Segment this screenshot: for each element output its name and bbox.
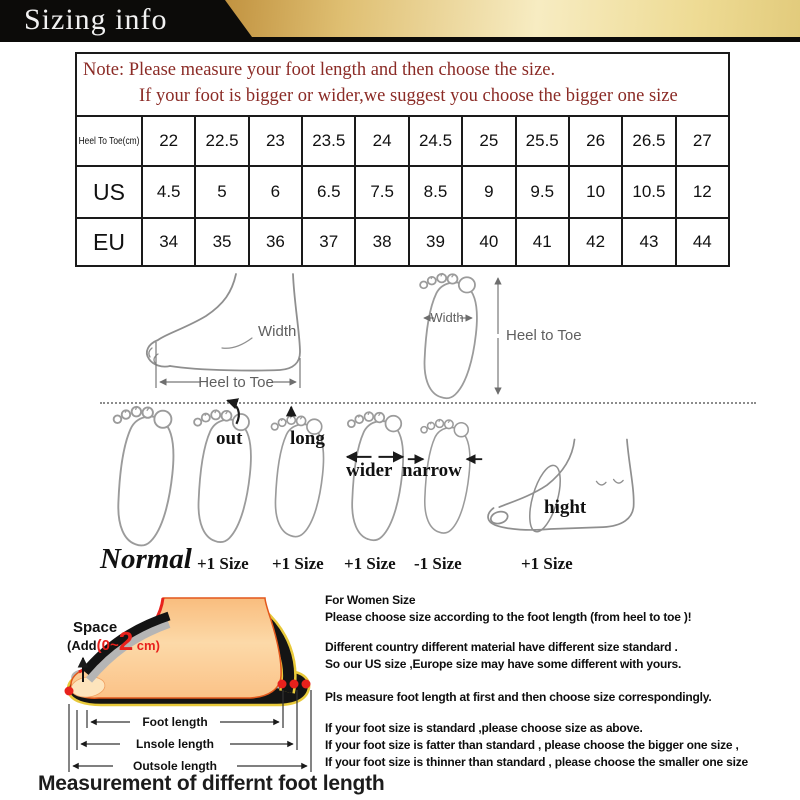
side-width-label: Width [258, 323, 297, 340]
eu-value: 42 [568, 217, 621, 265]
advice-line: Please choose size according to the foot length (from heel to toe )! [325, 610, 692, 624]
us-value: 12 [675, 165, 728, 217]
size-table [75, 52, 730, 267]
size-label-out: +1 Size [197, 554, 249, 573]
us-value: 10 [568, 165, 621, 217]
advice-line: If your foot size is standard ,please choose size as above. [325, 721, 643, 735]
gold-ribbon [215, 0, 800, 37]
side-foot-measure-diagram [140, 272, 340, 400]
eu-value: 37 [301, 217, 354, 265]
dotted-baseline [100, 402, 756, 404]
foot-normal-sketch [104, 406, 182, 548]
cm-value: 24.5 [408, 117, 461, 165]
space-add-label: (Add [67, 638, 97, 653]
cm-value: 26 [568, 117, 621, 165]
eu-value: 43 [621, 217, 674, 265]
cm-value: 25 [461, 117, 514, 165]
size-label-normal: Normal [100, 543, 192, 575]
foot-tag-out: out [216, 428, 243, 449]
outsole-length-label: Outsole length [133, 759, 217, 773]
eu-value: 34 [141, 217, 194, 265]
us-value: 6 [248, 165, 301, 217]
cm-value: 24 [354, 117, 407, 165]
shoe-cross-section-diagram [35, 592, 335, 777]
cm-value: 25.5 [515, 117, 568, 165]
cm-value: 27 [675, 117, 728, 165]
toe-marker-dot [65, 687, 74, 696]
us-value: 8.5 [408, 165, 461, 217]
space-label: Space [73, 619, 118, 636]
us-value: 9 [461, 165, 514, 217]
advice-line: If your foot size is fatter than standard , please choose the bigger one size , [325, 738, 739, 752]
size-note [77, 54, 728, 117]
side-heel-to-toe-label: Heel to Toe [198, 374, 274, 391]
insole-length-label: Lnsole length [136, 737, 214, 751]
cm-value: 22 [141, 117, 194, 165]
eu-value: 40 [461, 217, 514, 265]
size-label-long: +1 Size [272, 554, 324, 573]
space-add-unit: cm) [133, 638, 160, 653]
eu-value: 35 [194, 217, 247, 265]
note-line-2: If your foot is bigger or wider,we suggest you choose the bigger one size [139, 86, 678, 106]
eu-value: 38 [354, 217, 407, 265]
header-bar [0, 0, 800, 42]
cm-value: 23 [248, 117, 301, 165]
foot-hight-sketch [484, 430, 646, 548]
us-value: 6.5 [301, 165, 354, 217]
eu-value: 36 [248, 217, 301, 265]
cm-value: 26.5 [621, 117, 674, 165]
advice-line: Pls measure foot length at first and then choose size correspondingly. [325, 690, 712, 704]
space-add-range-open: (0~ [96, 637, 119, 654]
size-grid [77, 117, 728, 265]
us-value: 9.5 [515, 165, 568, 217]
eu-value: 44 [675, 217, 728, 265]
us-value: 7.5 [354, 165, 407, 217]
eu-value: 39 [408, 217, 461, 265]
foot-tag-hight: hight [544, 497, 587, 518]
page-title: Sizing info [24, 3, 168, 36]
cm-value: 23.5 [301, 117, 354, 165]
heel-marker-dot [302, 680, 311, 689]
foot-long-sketch [264, 404, 330, 550]
heel-marker-dot [278, 680, 287, 689]
eu-value: 41 [515, 217, 568, 265]
diagram-caption: Measurement of differnt foot length [38, 772, 385, 795]
size-label-narrow: -1 Size [414, 554, 462, 573]
cm-value: 22.5 [194, 117, 247, 165]
top-foot-measure-diagram [402, 270, 602, 402]
top-heel-to-toe-label: Heel to Toe [506, 327, 582, 344]
row-header-us: US [77, 165, 141, 217]
advice-title: For Women Size [325, 593, 416, 607]
row-header-heel-to-toe: Heel To Toe(cm) [78, 135, 140, 147]
sizing-advice [325, 592, 800, 771]
note-line-1: Note: Please measure your foot length and then choose the size. [83, 60, 556, 80]
foot-tag-wider: wider [346, 460, 393, 481]
row-header-eu: EU [77, 217, 141, 265]
top-width-label: Width [430, 310, 464, 325]
size-label-wider: +1 Size [344, 554, 396, 573]
advice-line: So our US size ,Europe size may have some different with yours. [325, 657, 682, 671]
foot-tag-narrow: narrow [402, 460, 462, 481]
us-value: 4.5 [141, 165, 194, 217]
foot-tag-long: long [290, 428, 325, 449]
size-label-hight: +1 Size [521, 554, 573, 573]
us-value: 10.5 [621, 165, 674, 217]
space-add-range-value: 2 [118, 626, 134, 656]
advice-line: Different country different material have different size standard . [325, 640, 678, 654]
foot-length-label: Foot length [142, 715, 208, 729]
advice-line: If your foot size is thinner than standard , please choose the smaller one size [325, 755, 748, 769]
us-value: 5 [194, 165, 247, 217]
heel-marker-dot [290, 680, 299, 689]
